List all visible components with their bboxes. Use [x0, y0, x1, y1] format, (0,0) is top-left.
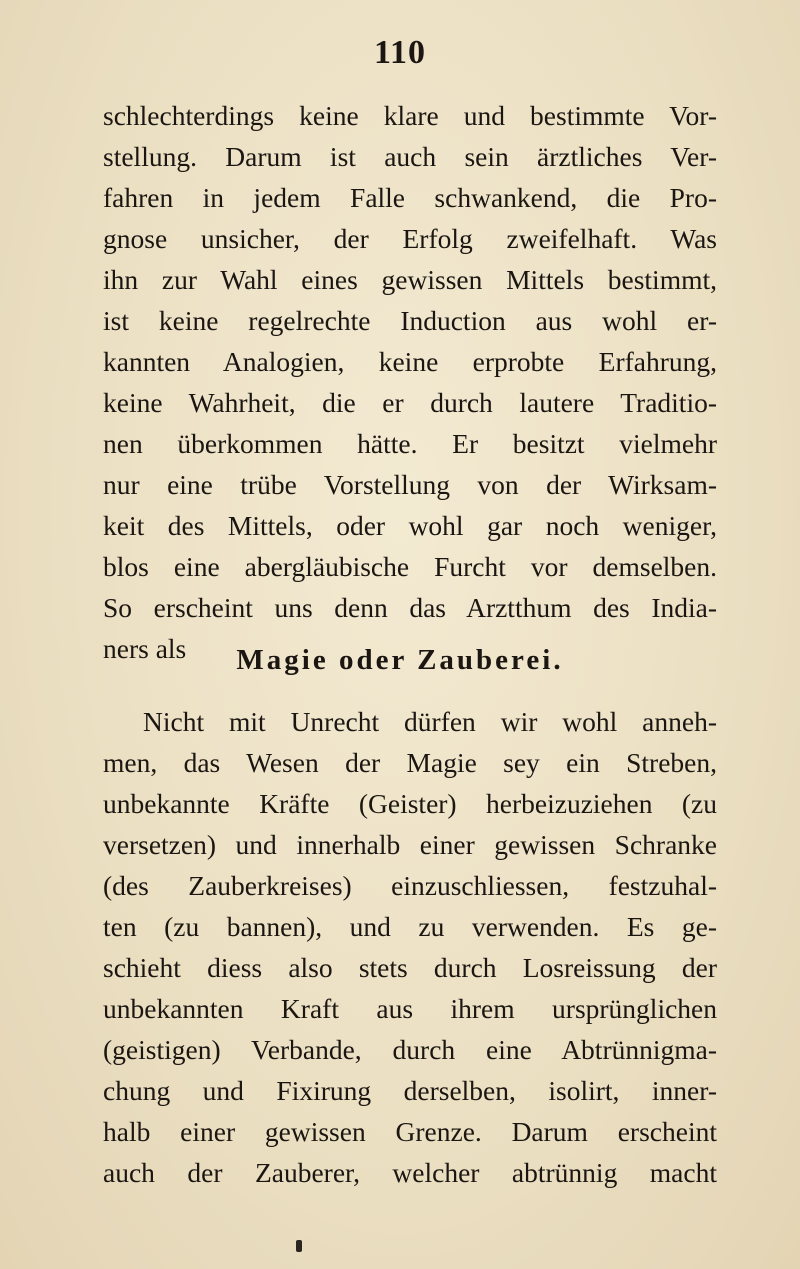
text-line: gnose unsicher, der Erfolg zweifelhaft. Was	[103, 223, 717, 254]
text-line: men, das Wesen der Magie sey ein Streben,	[103, 747, 717, 778]
text-line: ist keine regelrechte Induction aus wohl er-	[103, 305, 717, 336]
text-line: versetzen) und innerhalb einer gewissen Schranke	[103, 829, 717, 860]
text-line: schieht diess also stets durch Losreissung der	[103, 952, 717, 983]
section-heading: Magie oder Zauberei.	[236, 644, 564, 676]
text-line: ten (zu bannen), und zu verwenden. Es ge-	[103, 911, 717, 942]
text-line: chung und Fixirung derselben, isolirt, inner-	[103, 1075, 717, 1106]
text-line: (des Zauberkreises) einzuschliessen, festzuhal-	[103, 870, 717, 901]
text-line: nur eine trübe Vorstellung von der Wirksam-	[103, 469, 717, 500]
page-number: 110	[373, 34, 427, 71]
text-line: (geistigen) Verbande, durch eine Abtrünnigma-	[103, 1034, 717, 1065]
ink-speck	[296, 1240, 302, 1252]
text-line: kannten Analogien, keine erprobte Erfahrung,	[103, 346, 717, 377]
text-line: keine Wahrheit, die er durch lautere Traditio-	[103, 387, 717, 418]
text-line: stellung. Darum ist auch sein ärztliches Ver-	[103, 141, 717, 172]
text-line: unbekannten Kraft aus ihrem ursprünglichen	[103, 993, 717, 1024]
text-line: ners als	[103, 633, 187, 664]
text-line: schlechterdings keine klare und bestimmte Vor-	[103, 100, 717, 131]
text-line: auch der Zauberer, welcher abtrünnig macht	[103, 1157, 717, 1188]
text-line: keit des Mittels, oder wohl gar noch weniger,	[103, 510, 717, 541]
text-line: halb einer gewissen Grenze. Darum erscheint	[103, 1116, 717, 1147]
text-line: fahren in jedem Falle schwankend, die Pro-	[103, 182, 717, 213]
text-line: Nicht mit Unrecht dürfen wir wohl anneh-	[143, 706, 717, 737]
text-line: ihn zur Wahl eines gewissen Mittels bestimmt,	[103, 264, 717, 295]
text-line: unbekannte Kräfte (Geister) herbeizuziehen (zu	[103, 788, 717, 819]
text-line: So erscheint uns denn das Arztthum des India-	[103, 592, 717, 623]
text-line: nen überkommen hätte. Er besitzt vielmehr	[103, 428, 717, 459]
text-line: blos eine abergläubische Furcht vor demselben.	[103, 551, 717, 582]
